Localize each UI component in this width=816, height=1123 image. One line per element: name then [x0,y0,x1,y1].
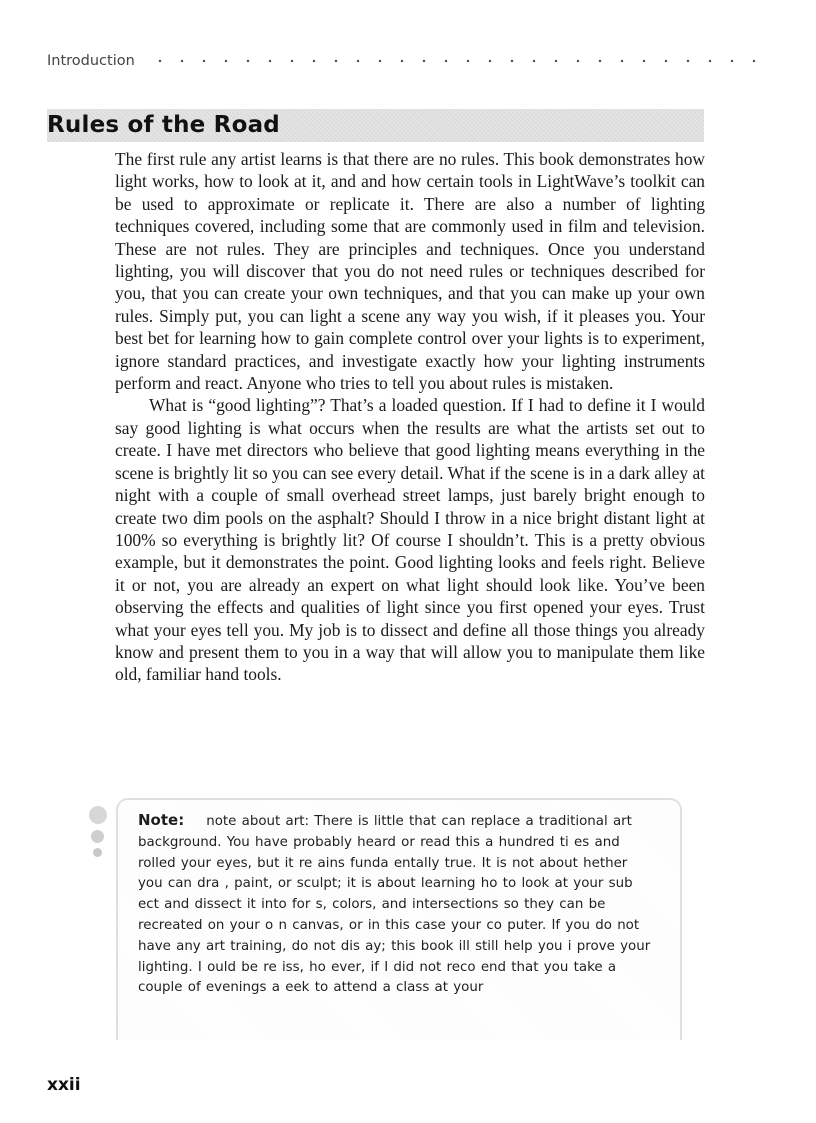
paragraph: The first rule any artist learns is that there are no rules. This book demonstrates how light works, how to look at it, and and how certain tools in LightWave’s toolkit can be used to approximate or replicate it. There are also a number of lighting techniques covered, including some that are commonly used in film and television. These are not rules. They are principles and techniques. Once you understand lighting, you will discover that you do not need rules or techniques described for you, that you can create your own techniques, and that you can make up your own rules. Simply put, you can light a scene any way you wish, if it pleases you. Your best bet for learning how to gain complete control over your lights is to experiment, ignore standard practices, and investigate exactly how your lighting instruments perform and react. Anyone who tries to tell you about rules is mistaken. [115,149,705,394]
note-body: note about art: There is little that can replace a traditional art background. You have probably heard or read this a hundred ti es and rolled your eyes, but it re ains funda entally true. It is not about hether you can dra , paint, or sculpt; it is about learning ho to look at your sub ect and dissect it into for s, colors, and intersections so they can be recreated on your o n canvas, or in this case your co puter. If you do not have any art training, do not dis ay; this book ill still help you i prove your lighting. I ould be re iss, ho ever, if I did not reco end that you take a couple of evenings a eek to attend a class at your [138,814,651,996]
running-head-title: Introduction [47,53,135,69]
body-text [115,148,705,686]
note-label: Note: [138,811,185,829]
note-text [138,810,656,999]
note-dots-icon [85,806,109,866]
paragraph: What is “good lighting”? That’s a loaded question. If I had to define it I would say good lighting is what occurs when the results are what the artists set out to create. I have met directors who believe that good lighting means everything in the scene is brightly lit so you can see every detail. What if the scene is in a dark alley at night with a couple of small overhead street lamps, just barely bright enough to create two dim pools on the asphalt? Should I throw in a nice bright distant light at 100% so everything is brightly lit? Of course I shouldn’t. This is a pretty obvious example, but it demonstrates the point. Good lighting looks and feels right. Believe it or not, you are already an expert on what light should look like. You’ve been observing the effects and qualities of light since you first opened your eyes. Trust what your eyes tell you. My job is to dissect and define all those things you already know and present them to you in a way that will allow you to manipulate them like old, familiar hand tools. [115,395,705,685]
section-title: Rules of the Road [47,112,280,138]
page-number: xxii [47,1075,81,1095]
running-head [47,50,767,72]
leader-dots [145,59,767,63]
